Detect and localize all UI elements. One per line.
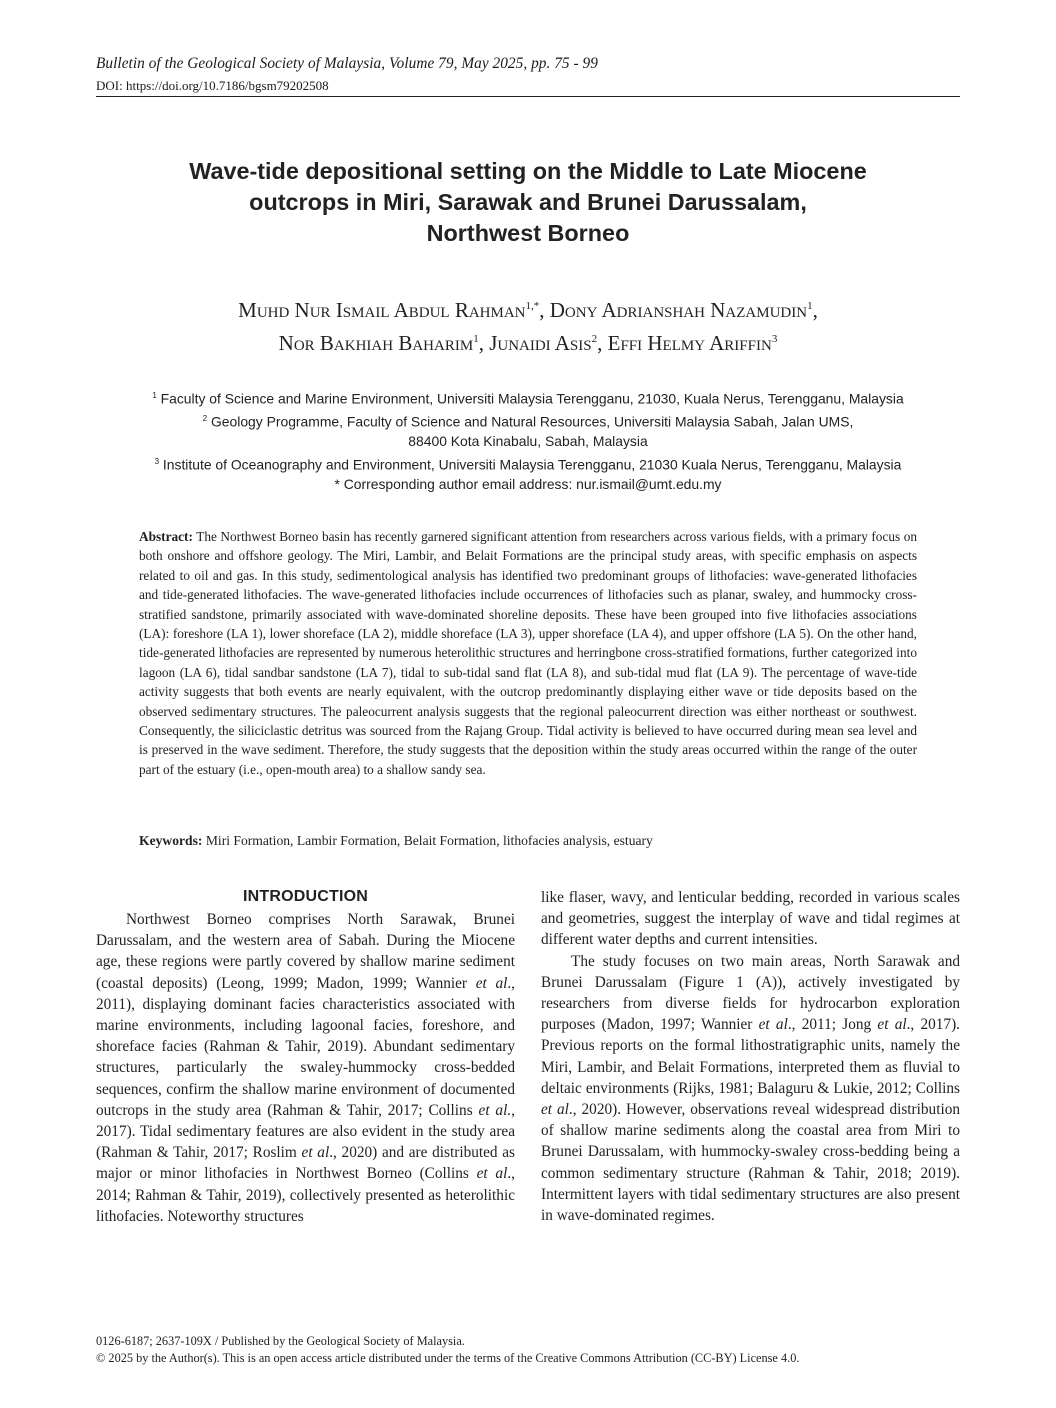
author-affil-mark: 3 <box>771 333 778 345</box>
author-affil-mark: 1 <box>473 333 479 345</box>
title-line-2: outcrops in Miri, Sarawak and Brunei Darussalam, <box>249 189 807 215</box>
keywords-label: Keywords: <box>139 833 203 848</box>
author-name: Nor Bakhiah Baharim <box>278 331 474 355</box>
title-line-3: Northwest Borneo <box>426 220 630 246</box>
column-left <box>96 909 515 1227</box>
abstract-text: The Northwest Borneo basin has recently garnered significant attention from researchers across various fields, with a primary focus on both onshore and offshore geology. The Miri, Lambir, and Belait Formations are the principal study areas, with specific emphasis on aspects related to oil and gas. In this study, sedimentological analysis has identified two predominant groups of lithofacies: wave-generated lithofacies and tide-generated lithofacies. The wave-generated lithofacies include occurrences of lithofacies such as planar, swaley, and hummocky cross-stratified sandstone, primarily associated with wave-dominated shoreline deposits. These have been grouped into five lithofacies associations (LA): foreshore (LA 1), lower shoreface (LA 2), middle shoreface (LA 3), upper shoreface (LA 4), and upper offshore (LA 5). On the other hand, tide-generated lithofacies are represented by numerous heterolithic structures and herringbone cross-stratified formations, further categorized into lagoon (LA 6), tidal sandbar sandstone (LA 7), tidal to sub-tidal sand flat (LA 8), and sub-tidal mud flat (LA 9). The percentage of wave-tide activity suggests that both events are nearly equivalent, with the outcrop predominantly displaying either wave or tide deposits based on the observed sedimentary structures. The paleocurrent analysis suggests that the regional paleocurrent direction was either northeast or southwest. Consequently, the siliciclastic detritus was sourced from the Rajang Group. Tidal activity is believed to have occurred during mean sea level and is preserved in the wave sediment. Therefore, the study suggests that the deposition within the study areas occurred within the range of the outer part of the estuary (i.e., open-mouth area) to a shallow sandy sea. <box>139 529 917 777</box>
affiliation-3 <box>96 452 960 475</box>
affiliation-2 <box>96 409 960 432</box>
footer-issn: 0126-6187; 2637-109X / Published by the Geological Society of Malaysia. <box>96 1334 465 1348</box>
title-line-1: Wave-tide depositional setting on the Middle to Late Miocene <box>189 158 867 184</box>
author-name: Dony Adrianshah Nazamudin <box>549 298 808 322</box>
keywords-text: Miri Formation, Lambir Formation, Belait Formation, lithofacies analysis, estuary <box>205 833 653 848</box>
author-name: Effi Helmy Ariffin <box>607 331 772 355</box>
footer-license: © 2025 by the Author(s). This is an open access article distributed under the terms of the Creative Commons Attribution (CC-BY) License 4.0. <box>96 1351 800 1365</box>
journal-citation: Bulletin of the Geological Society of Malaysia, Volume 79, May 2025, pp. 75 - 99 <box>96 55 598 72</box>
header-rule <box>96 96 960 97</box>
author-name: Junaidi Asis <box>489 331 592 355</box>
author-list <box>96 292 960 358</box>
intro-paragraph-1-cont: like flaser, wavy, and lenticular bedding, recorded in various scales and geometries, suggest the interplay of wave and tidal regimes at different water depths and current intensities. <box>541 889 960 949</box>
abstract <box>139 527 917 779</box>
author-affil-mark: 2 <box>591 333 598 345</box>
affiliation-2-cont: 88400 Kota Kinabalu, Sabah, Malaysia <box>408 433 648 450</box>
affiliation-text: Faculty of Science and Marine Environment, Universiti Malaysia Terengganu, 21030, Kuala Nerus, Terengganu, Malaysia <box>160 390 904 407</box>
author-name: Muhd Nur Ismail Abdul Rahman <box>238 298 526 322</box>
abstract-label: Abstract: <box>139 529 193 544</box>
intro-paragraph-2: The study focuses on two main areas, North Sarawak and Brunei Darussalam (Figure 1 (A)), actively investigated by researchers from diverse fields for hydrocarbon exploration purposes (Madon, 1997; Wannier et al., 2011; Jong et al., 2017). Previous reports on the formal lithostratigraphic units, namely the Miri, Lambir, and Belait Formations, interpreted them as fluvial to deltaic environments (Rijks, 1981; Balaguru & Lukie, 2012; Collins et al., 2020). However, observations reveal widespread distribution of shallow marine sediments along the coastal area from Miri to Brunei Darussalam, with hummocky-swaley cross-bedding being a common sedimentary structure (Rahman & Tahir, 2018; 2019). Intermittent layers with tidal sedimentary structures are also present in wave-dominated regimes. <box>541 952 961 1225</box>
author-line-2: Nor Bakhiah Baharim$^1$, Junaidi Asis$^2$, Effi Helmy Ariffin$^3$ <box>278 331 778 355</box>
keywords <box>139 833 917 849</box>
paper-title <box>96 156 960 249</box>
author-affil-mark: 1 <box>807 300 813 312</box>
section-heading-introduction: INTRODUCTION <box>242 888 369 905</box>
column-right <box>541 887 960 1226</box>
intro-paragraph-1: Northwest Borneo comprises North Sarawak, Brunei Darussalam, and the western area of Sabah. During the Miocene age, these regions were partly covered by shallow marine sediment (coastal deposits) (Leong, 1999; Madon, 1999; Wannier et al., 2011), displaying dominant facies characteristics associated with marine environments, including lagoonal facies, foreshore, and shoreface facies (Rahman & Tahir, 2019). Abundant sedimentary structures, particularly the swaley-hummocky cross-bedded sequences, confirm the shallow marine environment of documented outcrops in the study area (Rahman & Tahir, 2017; Collins et al., 2017). Tidal sedimentary features are also evident in the study area (Rahman & Tahir, 2017; Roslim et al., 2020) and are distributed as major or minor lithofacies in Northwest Borneo (Collins et al., 2014; Rahman & Tahir, 2019), collectively presented as heterolithic lithofacies. Noteworthy structures <box>96 911 516 1225</box>
page-footer <box>96 1333 976 1367</box>
author-affil-mark: 1,* <box>525 300 540 312</box>
doi-link[interactable]: DOI: https://doi.org/10.7186/bgsm79202508 <box>96 78 329 93</box>
affiliation-number: 3 <box>154 456 160 466</box>
affiliation-text: Geology Programme, Faculty of Science and Natural Resources, Universiti Malaysia Sabah, Jalan UMS, <box>210 413 854 430</box>
affiliations <box>96 386 960 494</box>
corresponding-author: * Corresponding author email address: nur.ismail@umt.edu.my <box>334 475 722 492</box>
affiliation-text: Institute of Oceanography and Environment, Universiti Malaysia Terengganu, 21030 Kuala Nerus, Terengganu, Malaysia <box>162 456 902 473</box>
author-line-1: Muhd Nur Ismail Abdul Rahman$^{1,*}$, Dony Adrianshah Nazamudin$^1$, <box>238 298 818 322</box>
affiliation-number: 2 <box>202 414 208 424</box>
affiliation-number: 1 <box>152 391 157 400</box>
affiliation-1 <box>96 386 960 409</box>
